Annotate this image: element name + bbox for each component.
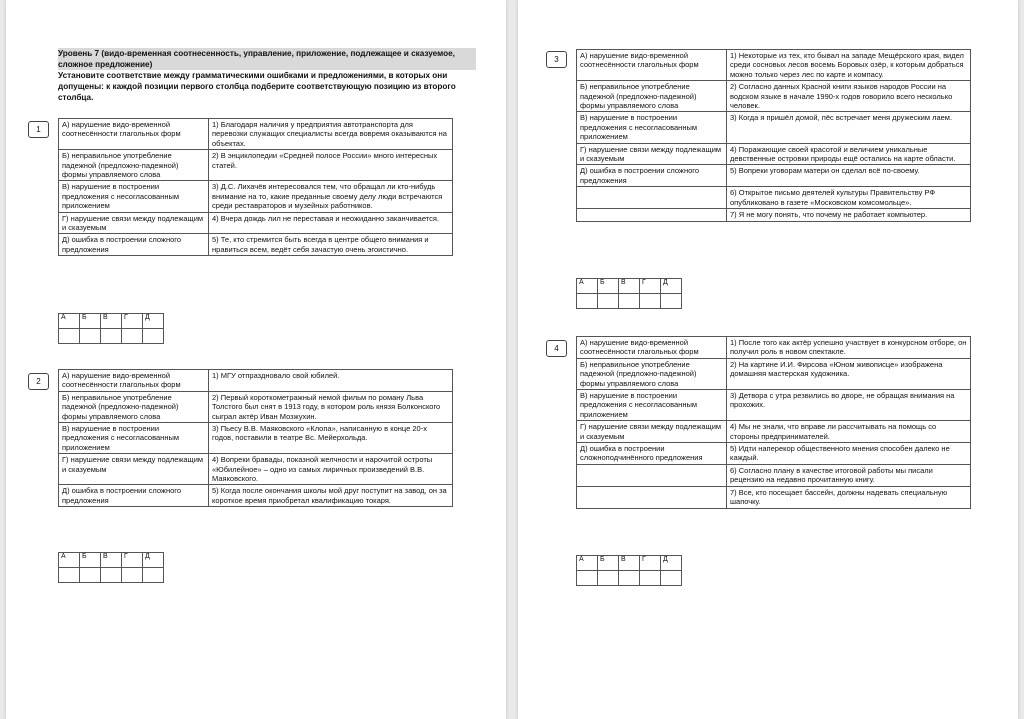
answer-cell[interactable]	[619, 571, 640, 586]
table-row	[577, 81, 971, 112]
task-table-3	[576, 49, 971, 222]
answer-header: В	[619, 279, 640, 294]
task-number-1: 1	[28, 121, 49, 138]
error-cell: В) нарушение в построении предложения с несогласованным приложением	[59, 181, 209, 212]
table-row	[577, 358, 971, 389]
answer-cell[interactable]	[640, 294, 661, 309]
sentence-cell: 3) Пьесу В.В. Маяковского «Клопа», написанную в конце 20-х годов, поставили в театре Вс. Мейерхольда.	[209, 423, 453, 454]
answer-header: Д	[143, 314, 164, 329]
answer-header: Г	[640, 279, 661, 294]
answer-header: А	[577, 556, 598, 571]
answer-header: Д	[661, 279, 682, 294]
answer-cell[interactable]	[101, 568, 122, 583]
answer-cell[interactable]	[143, 568, 164, 583]
error-cell: Б) неправильное употребление падежной (предложно-падежной) формы управляемого слова	[577, 358, 727, 389]
answer-cell[interactable]	[598, 294, 619, 309]
sentence-cell: 3) Д.С. Лихачёв интересовался тем, что обращал ли кто-нибудь внимание на то, какие преданные своему делу люди встречаются среди реставраторов и музейных работников.	[209, 181, 453, 212]
answer-header: Д	[143, 553, 164, 568]
section-title: Уровень 7 (видо-временная соотнесенность, управление, приложение, подлежащее и сказуемое, сложное предложение)	[58, 48, 476, 70]
task-table-2	[58, 369, 453, 507]
sentence-cell: 4) Вопреки бравады, показной желчности и нарочитой остроты «Юбилейное» – одно из самых лиричных произведений В.В. Маяковского.	[209, 454, 453, 485]
sentence-cell: 1) Благодаря наличия у предприятия автотранспорта для перевозки служащих специалисты всегда вовремя оказываются на объектах.	[209, 119, 453, 150]
sentence-cell: 2) Согласно данных Красной книги языков народов России на водском языке в начале 1990-х годов говорило всего несколько человек.	[727, 81, 971, 112]
error-cell: Б) неправильное употребление падежной (предложно-падежной) формы управляемого слова	[59, 391, 209, 422]
answer-header-row	[577, 556, 682, 571]
sentence-cell: 6) Открытое письмо деятелей культуры Правительству РФ опубликовано в газете «Московском комсомольце».	[727, 187, 971, 209]
table-row	[577, 337, 971, 359]
table-row	[59, 119, 453, 150]
table-row	[59, 454, 453, 485]
task-table-4	[576, 336, 971, 509]
answer-cell[interactable]	[59, 568, 80, 583]
error-cell: Г) нарушение связи между подлежащим и сказуемым	[577, 143, 727, 165]
error-cell: Д) ошибка в построении сложного предложения	[59, 485, 209, 507]
sentence-cell: 5) Вопреки уговорам матери он сделал всё по-своему.	[727, 165, 971, 187]
table-row	[577, 143, 971, 165]
table-row	[59, 234, 453, 256]
answer-header: Б	[80, 553, 101, 568]
table-row	[577, 50, 971, 81]
answer-header: Д	[661, 556, 682, 571]
answer-grid-3	[576, 278, 682, 309]
error-cell: Б) неправильное употребление падежной (предложно-падежной) формы управляемого слова	[59, 150, 209, 181]
table-row	[577, 486, 971, 508]
answer-cell[interactable]	[661, 294, 682, 309]
table-row	[59, 423, 453, 454]
table-row	[577, 390, 971, 421]
document-page-right	[518, 0, 1018, 719]
answer-cell[interactable]	[640, 571, 661, 586]
error-cell: Д) ошибка в построении сложного предложения	[577, 165, 727, 187]
answer-header: В	[619, 556, 640, 571]
table-row	[59, 212, 453, 234]
sentence-cell: 2) В энциклопедии «Средней полосе России» много интересных статей.	[209, 150, 453, 181]
error-cell: Г) нарушение связи между подлежащим и сказуемым	[59, 454, 209, 485]
task-number-4: 4	[546, 340, 567, 357]
answer-cell[interactable]	[598, 571, 619, 586]
error-cell: В) нарушение в построении предложения с несогласованным приложением	[577, 390, 727, 421]
error-cell	[577, 209, 727, 221]
answer-cell[interactable]	[122, 568, 143, 583]
answer-header-row	[577, 279, 682, 294]
answer-header: Б	[598, 556, 619, 571]
table-row	[59, 370, 453, 392]
answer-header: Г	[122, 314, 143, 329]
table-row	[59, 485, 453, 507]
table-row	[577, 443, 971, 465]
answer-input-row[interactable]	[59, 329, 164, 344]
answer-cell[interactable]	[619, 294, 640, 309]
answer-cell[interactable]	[80, 568, 101, 583]
sentence-cell: 1) Некоторые из тех, кто бывал на западе Мещёрского края, видел среди сосновых лесов восемь Боровых озёр, к которым добраться можно только через лес по карте и компасу.	[727, 50, 971, 81]
task-instruction: Установите соответствие между грамматическими ошибками и предложениями, в которых они допущены: к каждой позиции первого столбца подберите соответствующую позицию из второго столбца.	[58, 71, 456, 102]
document-page-left	[6, 0, 506, 719]
answer-grid-1	[58, 313, 164, 344]
answer-header: Б	[80, 314, 101, 329]
sentence-cell: 5) Идти наперекор общественного мнения способен далеко не каждый.	[727, 443, 971, 465]
error-cell	[577, 464, 727, 486]
sentence-cell: 7) Я не могу понять, что почему не работает компьютер.	[727, 209, 971, 221]
table-row	[577, 187, 971, 209]
answer-input-row[interactable]	[577, 294, 682, 309]
error-cell: А) нарушение видо-временной соотнесённости глагольных форм	[59, 119, 209, 150]
answer-grid-4	[576, 555, 682, 586]
error-cell: Д) ошибка в построении сложного предложения	[59, 234, 209, 256]
table-row	[59, 150, 453, 181]
error-cell: Г) нарушение связи между подлежащим и сказуемым	[59, 212, 209, 234]
error-cell: В) нарушение в построении предложения с несогласованным приложением	[59, 423, 209, 454]
error-cell: А) нарушение видо-временной соотнесённости глагольных форм	[577, 337, 727, 359]
answer-cell[interactable]	[122, 329, 143, 344]
sentence-cell: 6) Согласно плану в качестве итоговой работы мы писали рецензию на недавно прочитанную книгу.	[727, 464, 971, 486]
sentence-cell: 1) МГУ отпраздновало свой юбилей.	[209, 370, 453, 392]
sentence-cell: 4) Вчера дождь лил не переставая и неожиданно заканчивается.	[209, 212, 453, 234]
answer-header: А	[59, 314, 80, 329]
answer-header: Г	[122, 553, 143, 568]
task-table-1	[58, 118, 453, 256]
sentence-cell: 3) Детвора с утра резвились во дворе, не обращая внимания на прохожих.	[727, 390, 971, 421]
sentence-cell: 5) Те, кто стремится быть всегда в центре общего внимания и нравиться всем, ведёт себя зачастую очень эгоистично.	[209, 234, 453, 256]
answer-cell[interactable]	[59, 329, 80, 344]
error-cell: А) нарушение видо-временной соотнесённости глагольных форм	[59, 370, 209, 392]
answer-header: В	[101, 314, 122, 329]
answer-header: А	[577, 279, 598, 294]
error-cell	[577, 486, 727, 508]
table-row	[577, 464, 971, 486]
sentence-cell: 2) Первый короткометражный немой фильм по роману Льва Толстого был снят в 1913 году, в котором роль князя Болконского сыграл актёр Иван Мозжухин.	[209, 391, 453, 422]
table-row	[59, 181, 453, 212]
sentence-cell: 2) На картине И.И. Фирсова «Юном живописце» изображена домашняя мастерская художника.	[727, 358, 971, 389]
answer-cell[interactable]	[80, 329, 101, 344]
sentence-cell: 7) Все, кто посещает бассейн, должны надевать специальную шапочку.	[727, 486, 971, 508]
answer-cell[interactable]	[577, 294, 598, 309]
answer-header: Б	[598, 279, 619, 294]
sentence-cell: 3) Когда я пришёл домой, пёс встречает меня дружеским лаем.	[727, 112, 971, 143]
error-cell: Б) неправильное употребление падежной (предложно-падежной) формы управляемого слова	[577, 81, 727, 112]
answer-cell[interactable]	[101, 329, 122, 344]
sentence-cell: 4) Поражающие своей красотой и величием уникальные девственные островки природы ещё остались на карте области.	[727, 143, 971, 165]
answer-cell[interactable]	[577, 571, 598, 586]
error-cell: В) нарушение в построении предложения с несогласованным приложением	[577, 112, 727, 143]
task-number-2: 2	[28, 373, 49, 390]
table-row	[577, 209, 971, 221]
table-row	[577, 112, 971, 143]
sentence-cell: 5) Когда после окончания школы мой друг поступит на завод, он за короткое время приобретал квалификацию токаря.	[209, 485, 453, 507]
answer-grid-2	[58, 552, 164, 583]
answer-header: А	[59, 553, 80, 568]
answer-cell[interactable]	[661, 571, 682, 586]
table-row	[59, 391, 453, 422]
task-number-3: 3	[546, 51, 567, 68]
answer-cell[interactable]	[143, 329, 164, 344]
error-cell: Д) ошибка в построении сложноподчинённого предложения	[577, 443, 727, 465]
table-row	[577, 165, 971, 187]
sentence-cell: 1) После того как актёр успешно участвует в конкурсном отборе, он получил роль в новом спектакле.	[727, 337, 971, 359]
section-heading	[58, 48, 476, 103]
table-row	[577, 421, 971, 443]
answer-input-row[interactable]	[59, 568, 164, 583]
error-cell: А) нарушение видо-временной соотнесённости глагольных форм	[577, 50, 727, 81]
answer-header: Г	[640, 556, 661, 571]
sentence-cell: 4) Мы не знали, что вправе ли рассчитывать на помощь со стороны предпринимателей.	[727, 421, 971, 443]
answer-header-row	[59, 314, 164, 329]
answer-header: В	[101, 553, 122, 568]
answer-input-row[interactable]	[577, 571, 682, 586]
error-cell: Г) нарушение связи между подлежащим и сказуемым	[577, 421, 727, 443]
answer-header-row	[59, 553, 164, 568]
error-cell	[577, 187, 727, 209]
